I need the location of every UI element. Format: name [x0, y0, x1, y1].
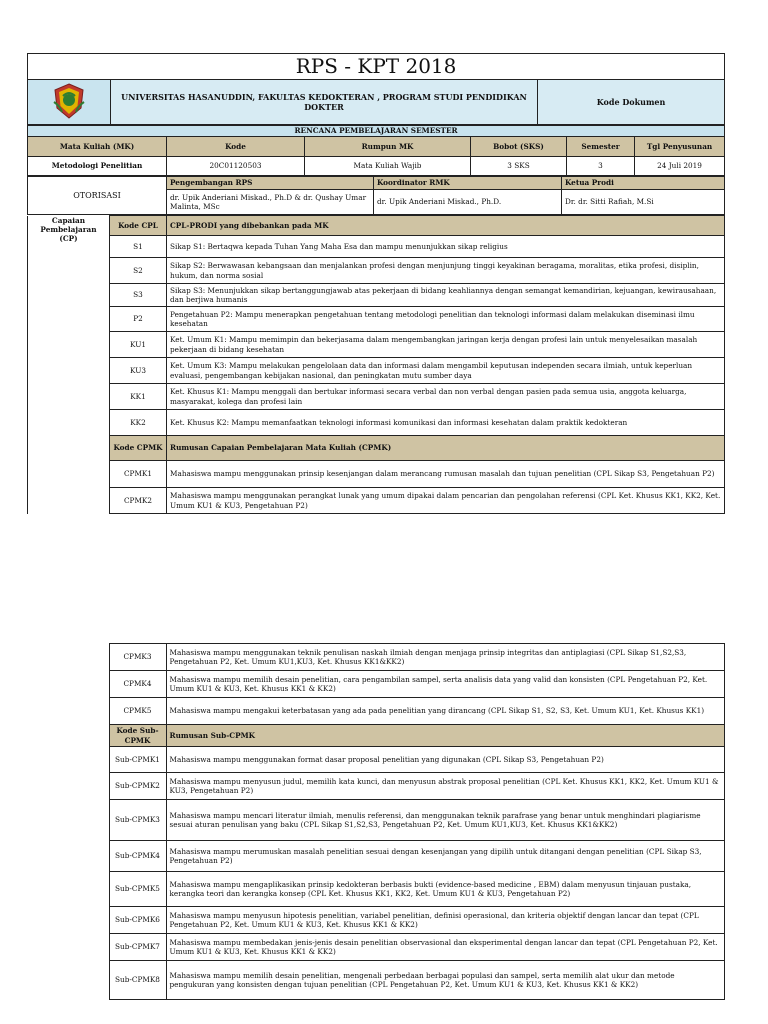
cpmk-code-header: Kode CPMK: [110, 436, 167, 461]
subcpmk-text: Mahasiswa mampu memilih desain penelitian, mengenali perbedaan berbagai populasi dan sampel, serta memilih alat ukur dan metode pengukuran yang konsisten dengan tujuan penelitian (CPL Pengetahuan P2, Ket. Umum KU1 & KU3, Ket. Khusus KK1 & KK2): [166, 961, 724, 1000]
cp-spacer: [27, 800, 109, 841]
cp-spacer: [27, 934, 109, 961]
course-value-cell: Metodologi Penelitian: [28, 157, 167, 176]
course-value-cell: 3: [567, 157, 635, 176]
subcpmk-code: Sub-CPMK3: [109, 800, 166, 841]
course-value-cell: 20C01120503: [167, 157, 305, 176]
subcpmk-code: Sub-CPMK1: [109, 747, 166, 773]
subcpmk-text: Mahasiswa mampu mengaplikasikan prinsip kedokteran berbasis bukti (evidence-based medicine , EBM) dalam menyusun tinjauan pustaka, kerangka teori dan kerangka konsep (CPL Ket. Khusus KK1, KK2, Ket. Umum KU1 & KU3, Pengetahuan P2): [166, 872, 724, 907]
subcpmk-code: Sub-CPMK6: [109, 907, 166, 934]
page-title: RPS - KPT 2018: [28, 54, 725, 80]
section-title: RENCANA PEMBELAJARAN SEMESTER: [28, 126, 725, 137]
cpmk-code: CPMK5: [109, 698, 166, 725]
course-header-cell: Mata Kuliah (MK): [28, 137, 167, 157]
cpl-code: S2: [110, 258, 167, 284]
cp-spacer: [27, 907, 109, 934]
cp-code-header: Kode CPL: [110, 216, 167, 236]
cp-desc-header: CPL-PRODI yang dibebankan pada MK: [167, 216, 725, 236]
cpmk-text: Mahasiswa mampu mengakui keterbatasan yang ada pada penelitian yang dirancang (CPL Sikap S1, S2, S3, Ket. Umum KU1, Ket. Khusus KK1): [166, 698, 724, 725]
cp-spacer: [27, 872, 109, 907]
cpl-code: KU3: [110, 358, 167, 384]
course-header-cell: Tgl Penyusunan: [635, 137, 725, 157]
dev-rps-value: dr. Upik Anderiani Miskad., Ph.D & dr. Qushay Umar Malinta, MSc: [167, 190, 374, 215]
authorization-table: [27, 176, 725, 215]
cp-spacer: [27, 644, 109, 671]
cp-spacer: [27, 841, 109, 872]
cpmk-text: Mahasiswa mampu menggunakan perangkat lunak yang umum dipakai dalam pencarian dan pengolahan referensi (CPL Ket. Khusus KK1, KK2, Ket. Umum KU1 & KU3, Pengetahuan P2): [167, 488, 725, 514]
subcpmk-code: Sub-CPMK8: [109, 961, 166, 1000]
course-header-cell: Rumpun MK: [305, 137, 471, 157]
rps-page-2: [27, 643, 724, 1000]
cpl-text: Ket. Umum K3: Mampu melakukan pengelolaan data dan informasi dalam mengambil keputusan independen secara ilmiah, untuk keperluan evaluasi, pengembangan kebijakan nasional, dan peningkatan mutu sumber daya: [167, 358, 725, 384]
coordinator-value: dr. Upik Anderiani Miskad., Ph.D.: [374, 190, 562, 215]
cp-spacer: [27, 773, 109, 800]
cp-table-continued: [27, 643, 725, 1000]
course-value-cell: 24 Juli 2019: [635, 157, 725, 176]
cp-spacer: [27, 698, 109, 725]
cp-spacer: [27, 725, 109, 747]
subcpmk-text: Mahasiswa mampu menggunakan format dasar proposal penelitian yang digunakan (CPL Sikap S3, Pengetahuan P2): [166, 747, 724, 773]
cpl-text: Ket. Umum K1: Mampu memimpin dan bekerjasama dalam mengembangkan jaringan kerja dengan profesi lain untuk menyelesaikan masalah pekerjaan di bidang kesehatan: [167, 332, 725, 358]
cpmk-desc-header: Rumusan Capaian Pembelajaran Mata Kuliah (CPMK): [167, 436, 725, 461]
university-name: UNIVERSITAS HASANUDDIN, FAKULTAS KEDOKTERAN , PROGRAM STUDI PENDIDIKAN DOKTER: [111, 80, 538, 125]
subcpmk-desc-header: Rumusan Sub-CPMK: [166, 725, 724, 747]
subcpmk-code: Sub-CPMK7: [109, 934, 166, 961]
cpmk-code: CPMK3: [109, 644, 166, 671]
cpmk-text: Mahasiswa mampu memilih desain penelitian, cara pengambilan sampel, serta analisis data yang valid dan konsisten (CPL Pengetahuan P2, Ket. Umum KU1 & KU3, Ket. Khusus KK1 & KK2): [166, 671, 724, 698]
course-header-cell: Semester: [567, 137, 635, 157]
subcpmk-code: Sub-CPMK4: [109, 841, 166, 872]
subcpmk-text: Mahasiswa mampu menyusun hipotesis penelitian, variabel penelitian, definisi operasional, dan kriteria objektif dengan lancar dan tepat (CPL Pengetahuan P2, Ket. Umum KU1 & KU3, Ket. Khusus KK1 & KK2): [166, 907, 724, 934]
subcpmk-text: Mahasiswa mampu menyusun judul, memilih kata kunci, dan menyusun abstrak proposal penelitian (CPL Ket. Khusus KK1, KK2, Ket. Umum KU1 & KU3, Pengetahuan P2): [166, 773, 724, 800]
coordinator-label: Koordinator RMK: [374, 177, 562, 190]
dev-rps-label: Pengembangan RPS: [167, 177, 374, 190]
cpl-text: Ket. Khusus K1: Mampu menggali dan bertukar informasi secara verbal dan non verbal dengan pasien pada semua usia, anggota keluarga, masyarakat, kolega dan profesi lain: [167, 384, 725, 410]
course-header-cell: Bobot (SKS): [471, 137, 567, 157]
cpmk-code: CPMK1: [110, 461, 167, 488]
subcpmk-code: Sub-CPMK5: [109, 872, 166, 907]
subcpmk-text: Mahasiswa mampu membedakan jenis-jenis desain penelitian observasional dan eksperimental dengan lancar dan tepat (CPL Pengetahuan P2, Ket. Umum KU1 & KU3, Ket. Khusus KK1 & KK2): [166, 934, 724, 961]
cpl-text: Sikap S1: Bertaqwa kepada Tuhan Yang Maha Esa dan mampu menunjukkan sikap religius: [167, 236, 725, 258]
subcpmk-code-header: Kode Sub-CPMK: [109, 725, 166, 747]
cpmk-code: CPMK2: [110, 488, 167, 514]
university-emblem-icon: [52, 82, 86, 120]
cp-label: Capaian Pembelajaran (CP): [28, 216, 110, 514]
university-logo: [28, 80, 111, 125]
cp-spacer: [27, 671, 109, 698]
cpl-code: S1: [110, 236, 167, 258]
course-value-cell: 3 SKS: [471, 157, 567, 176]
head-prodi-label: Ketua Prodi: [562, 177, 725, 190]
head-prodi-value: Dr. dr. Sitti Rafiah, M.Si: [562, 190, 725, 215]
cpl-text: Pengetahuan P2: Mampu menerapkan pengetahuan tentang metodologi penelitian dan teknologi informasi dalam melakukan diseminasi ilmu kesehatan: [167, 307, 725, 332]
cpl-code: S3: [110, 284, 167, 307]
course-header-cell: Kode: [167, 137, 305, 157]
cpl-code: KU1: [110, 332, 167, 358]
subcpmk-text: Mahasiswa mampu merumuskan masalah penelitian sesuai dengan kesenjangan yang dipilih untuk ditangani dengan penelitian (CPL Sikap S3, Pengetahuan P2): [166, 841, 724, 872]
authorization-label: OTORISASI: [28, 177, 167, 215]
cp-table: [27, 215, 725, 514]
cpl-code: P2: [110, 307, 167, 332]
cpmk-text: Mahasiswa mampu menggunakan prinsip kesenjangan dalam merancang rumusan masalah dan tujuan penelitian (CPL Sikap S3, Pengetahuan P2): [167, 461, 725, 488]
cp-spacer: [27, 747, 109, 773]
subcpmk-code: Sub-CPMK2: [109, 773, 166, 800]
cpmk-text: Mahasiswa mampu menggunakan teknik penulisan naskah ilmiah dengan menjaga prinsip integritas dan antiplagiasi (CPL Sikap S1,S2,S3, Pengetahuan P2, Ket. Umum KU1,KU3, Ket. Khusus KK1&KK2): [166, 644, 724, 671]
cp-spacer: [27, 961, 109, 1000]
cpl-code: KK2: [110, 410, 167, 436]
subcpmk-text: Mahasiswa mampu mencari literatur ilmiah, menulis referensi, dan menggunakan teknik parafrase yang benar untuk menghindari plagiarisme sesuai aturan penulisan yang baku (CPL Sikap S1,S2,S3, Pengetahuan P2, Ket. Umum KU1,KU3, Ket. Khusus KK1&KK2): [166, 800, 724, 841]
rps-page-1: [27, 53, 724, 514]
course-value-cell: Mata Kuliah Wajib: [305, 157, 471, 176]
doc-code-label: Kode Dokumen: [538, 80, 725, 125]
cpmk-code: CPMK4: [109, 671, 166, 698]
rps-header-table: [27, 53, 725, 125]
cpl-text: Ket. Khusus K2: Mampu memanfaatkan teknologi informasi komunikasi dan informasi kesehatan dalam praktik kedokteran: [167, 410, 725, 436]
course-table: [27, 125, 725, 176]
cpl-code: KK1: [110, 384, 167, 410]
cpl-text: Sikap S3: Menunjukkan sikap bertanggungjawab atas pekerjaan di bidang keahliannya dengan semangat kemandirian, kejuangan, kewirausahaan, dan berjiwa humanis: [167, 284, 725, 307]
cpl-text: Sikap S2: Berwawasan kebangsaan dan menjalankan profesi dengan menjunjung tinggi keyakinan beragama, moralitas, etika profesi, disiplin, hukum, dan norma sosial: [167, 258, 725, 284]
